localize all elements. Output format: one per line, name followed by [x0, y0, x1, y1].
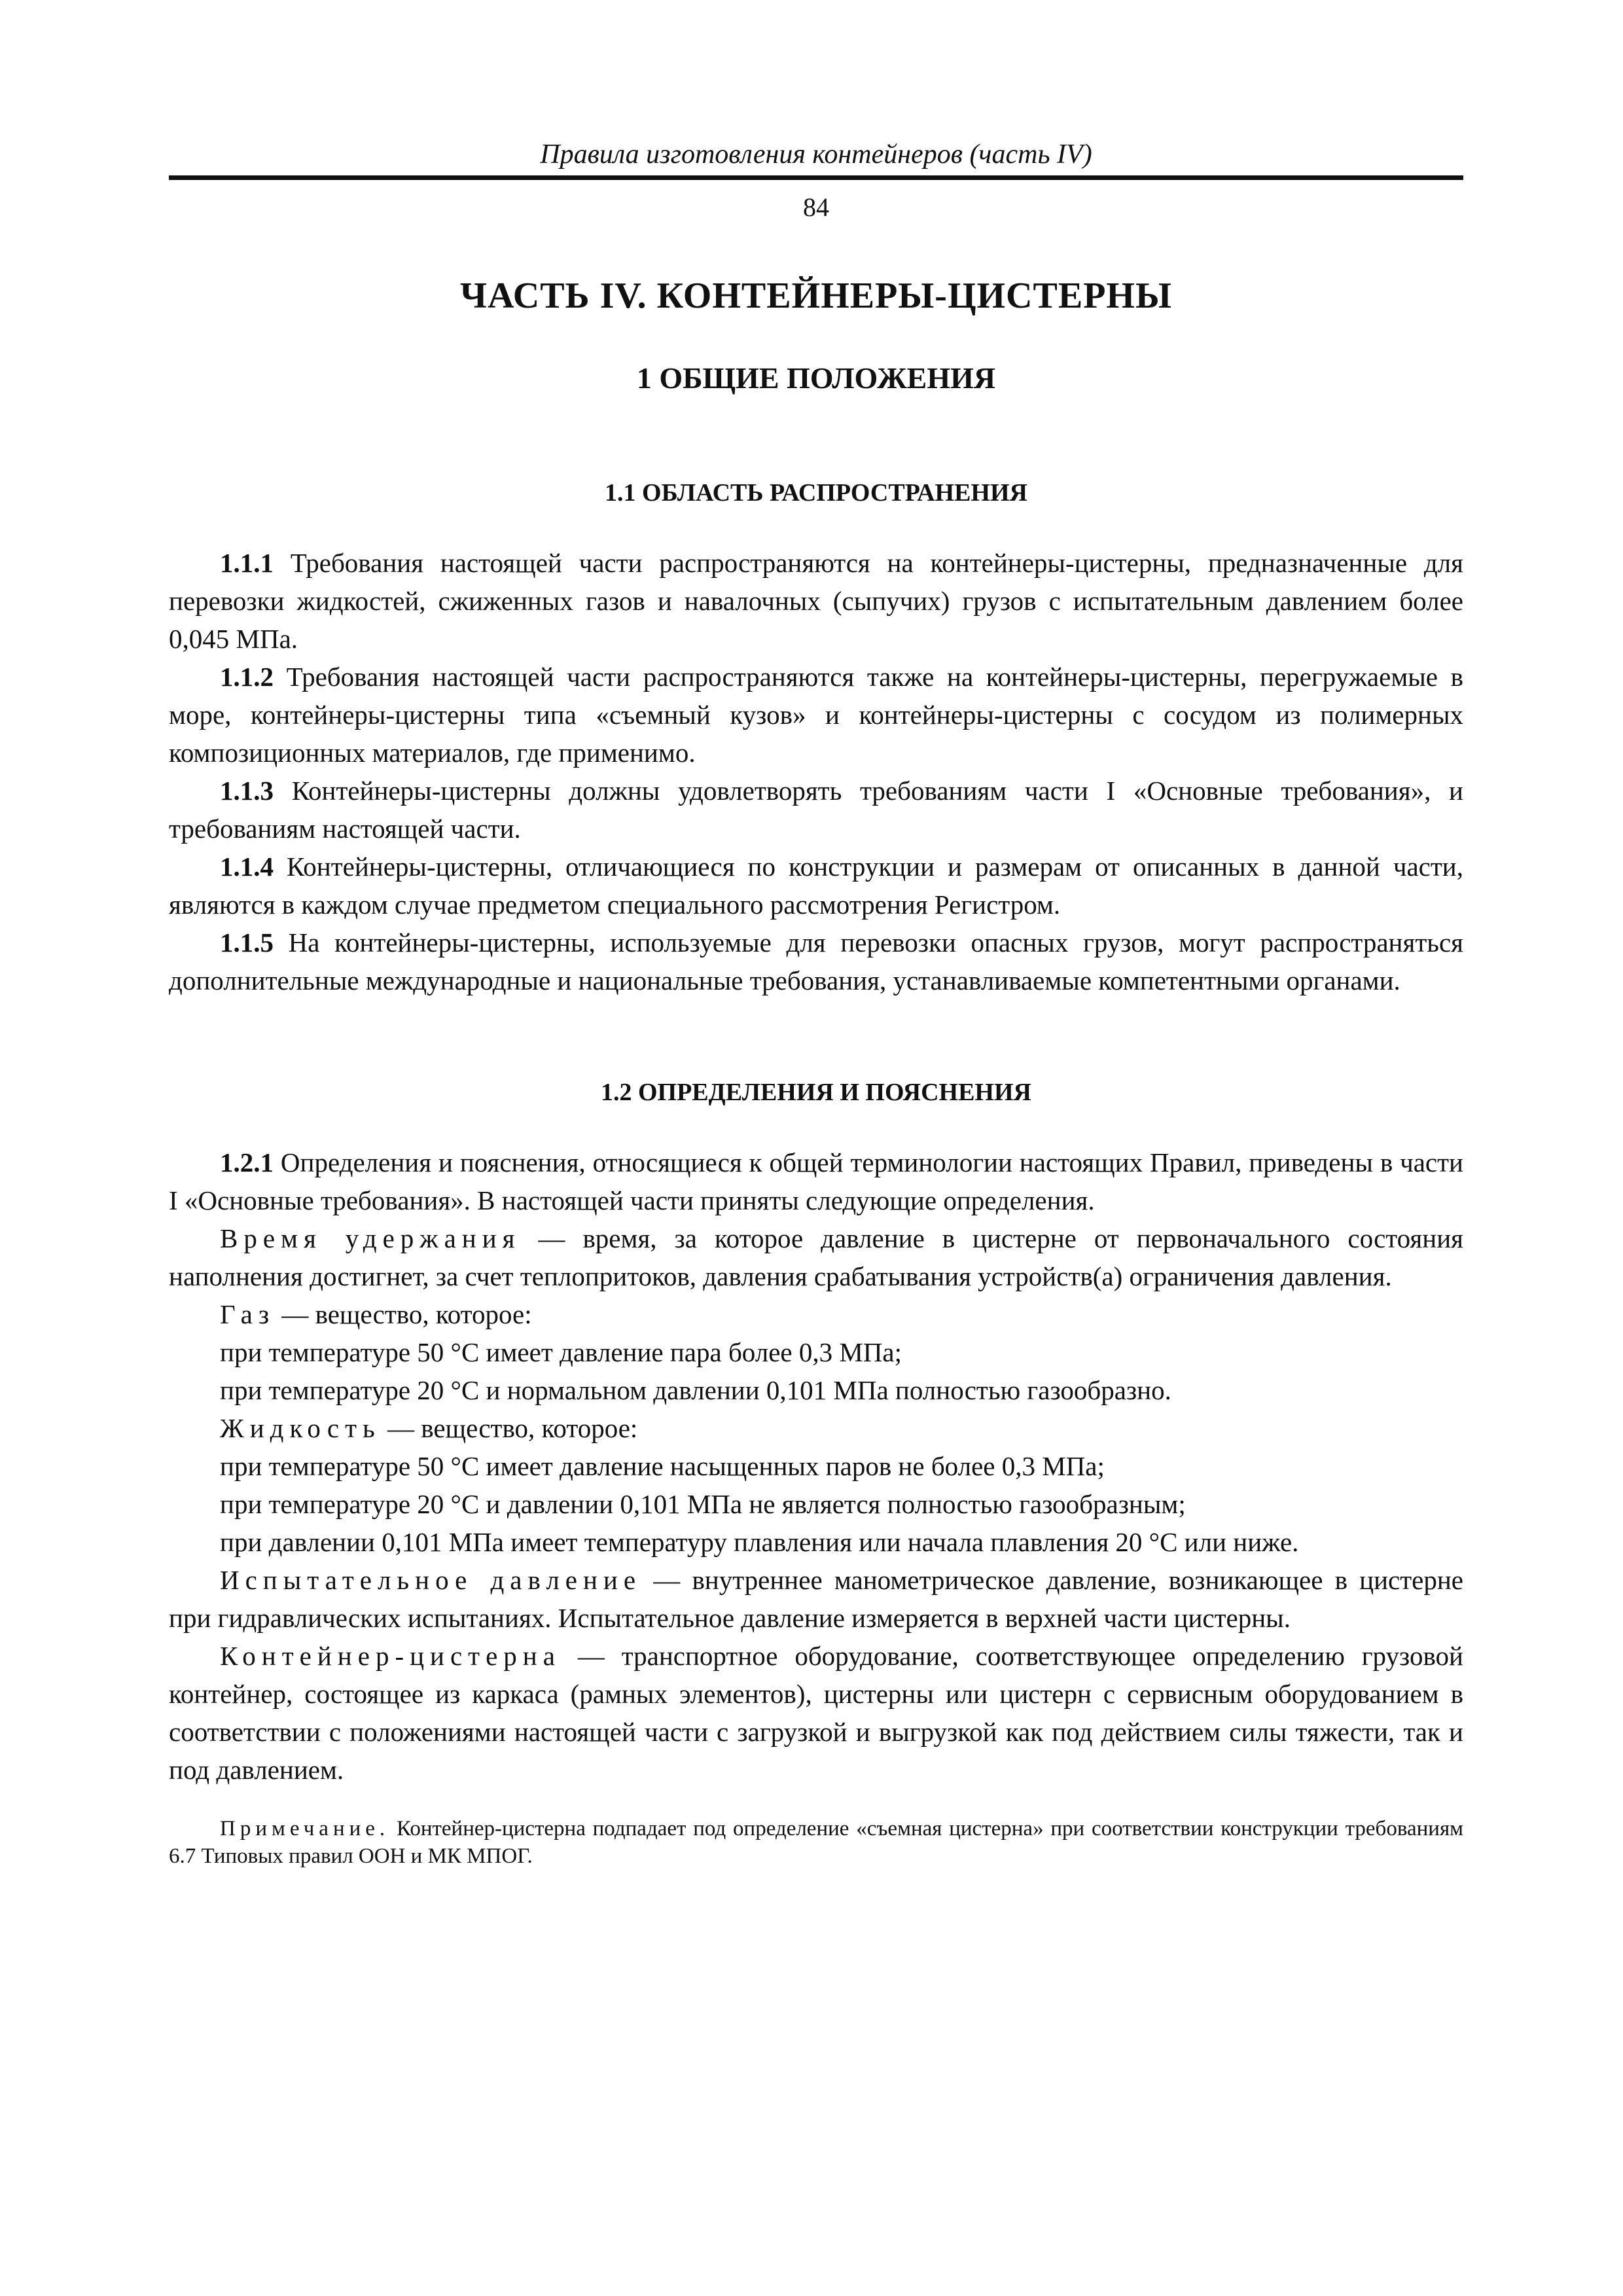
- definition-line: при давлении 0,101 МПа имеет температуру плавления или начала плавления 20 °С или ниже.: [220, 1527, 1299, 1557]
- note: [169, 1815, 1463, 1870]
- paragraph-text: На контейнеры-цистерны, используемые для перевозки опасных грузов, могут распространяться дополнительные международные и национальные требования, устанавливаемые компетентными органами.: [169, 927, 1463, 996]
- paragraph-1-1-1: [169, 544, 1463, 658]
- definition-text: — транспортное оборудование, соответствующее определению грузовой контейнер, состоящее из каркаса (рамных элементов), цистерны или цистерн с сервисным оборудованием в соответствии с положениями настоящей части с загрузкой и выгрузкой как под действием силы тяжести, так и под давлением.: [169, 1641, 1463, 1785]
- paragraph-number: 1.1.3: [220, 776, 274, 806]
- section-title-1-2: 1.2 ОПРЕДЕЛЕНИЯ И ПОЯСНЕНИЯ: [600, 1079, 1031, 1106]
- paragraph-number: 1.1.5: [220, 927, 274, 958]
- definition-line: при температуре 20 °С и нормальном давлении 0,101 МПа полностью газообразно.: [220, 1375, 1171, 1405]
- note-label: Примечание.: [220, 1817, 390, 1840]
- part-title: ЧАСТЬ IV. КОНТЕЙНЕРЫ-ЦИСТЕРНЫ: [460, 276, 1172, 316]
- page-number: 84: [803, 192, 829, 222]
- paragraph-1-1-4: [169, 848, 1463, 924]
- paragraph-text: Требования настоящей части распространяются также на контейнеры-цистерны, перегружаемые в море, контейнеры-цистерны типа «съемный кузов» и контейнеры-цистерны с сосудом из полимерных композиционных материалов, где применимо.: [169, 662, 1463, 768]
- definition-term: Время удержания: [220, 1223, 521, 1253]
- paragraph-text: Контейнеры-цистерны, отличающиеся по конструкции и размерам от описанных в данной части, являются в каждом случае предметом специального рассмотрения Регистром.: [169, 852, 1463, 920]
- definition-text: — вещество, которое:: [275, 1299, 532, 1329]
- paragraph-number: 1.2.1: [220, 1147, 274, 1177]
- paragraph-1-1-3: [169, 772, 1463, 848]
- definition-liquid: [169, 1409, 1463, 1447]
- paragraph-1-1-5: [169, 924, 1463, 999]
- definition-line: при температуре 50 °С имеет давление пара более 0,3 МПа;: [220, 1337, 902, 1367]
- paragraph-number: 1.1.1: [220, 548, 274, 578]
- running-header: Правила изготовления контейнеров (часть IV): [540, 139, 1092, 170]
- definition-term: Испытательное давление: [220, 1565, 642, 1595]
- definition-line: при температуре 20 °С и давлении 0,101 МПа не является полностью газообразным;: [220, 1489, 1186, 1519]
- definition-holding-time: [169, 1219, 1463, 1295]
- definition-text: — время, за которое давление в цистерне от первоначального состояния наполнения достигнет, за счет теплопритоков, давления срабатывания устройств(а) ограничения давления.: [169, 1223, 1463, 1291]
- definition-tank-container: [169, 1637, 1463, 1789]
- definition-term: Контейнер-цистерна: [220, 1641, 561, 1671]
- definition-test-pressure: [169, 1561, 1463, 1637]
- paragraph-text: Определения и пояснения, относящиеся к общей терминологии настоящих Правил, приведены в части I «Основные требования». В настоящей части приняты следующие определения.: [169, 1147, 1463, 1215]
- document-page: [169, 0, 1463, 1870]
- note-text: Контейнер-цистерна подпадает под определение «съемная цистерна» при соответствии конструкции требованиям 6.7 Типовых правил ООН и МК МПОГ.: [169, 1817, 1463, 1868]
- definition-gas: [169, 1295, 1463, 1333]
- definition-line: при температуре 50 °С имеет давление насыщенных паров не более 0,3 МПа;: [220, 1451, 1105, 1481]
- paragraph-number: 1.1.2: [220, 662, 274, 692]
- paragraph-1-1-2: [169, 658, 1463, 772]
- definition-term: Жидкость: [220, 1413, 381, 1443]
- paragraph-1-2-1: [169, 1143, 1463, 1219]
- paragraph-number: 1.1.4: [220, 852, 274, 882]
- section-title-1-1: 1.1 ОБЛАСТЬ РАСПРОСТРАНЕНИЯ: [605, 479, 1027, 507]
- header-rule: [169, 175, 1463, 180]
- paragraph-text: Требования настоящей части распространяются на контейнеры-цистерны, предназначенные для перевозки жидкостей, сжиженных газов и навалочных (сыпучих) грузов с испытательным давлением более 0,045 МПа.: [169, 548, 1463, 654]
- definition-text: — вещество, которое:: [380, 1413, 638, 1443]
- definition-term: Газ: [220, 1299, 276, 1329]
- chapter-title: 1 ОБЩИЕ ПОЛОЖЕНИЯ: [636, 361, 996, 395]
- definition-text: — внутреннее манометрическое давление, возникающее в цистерне при гидравлических испытаниях. Испытательное давление измеряется в верхней части цистерны.: [169, 1565, 1463, 1633]
- paragraph-text: Контейнеры-цистерны должны удовлетворять требованиям части I «Основные требования», и требованиям настоящей части.: [169, 776, 1463, 844]
